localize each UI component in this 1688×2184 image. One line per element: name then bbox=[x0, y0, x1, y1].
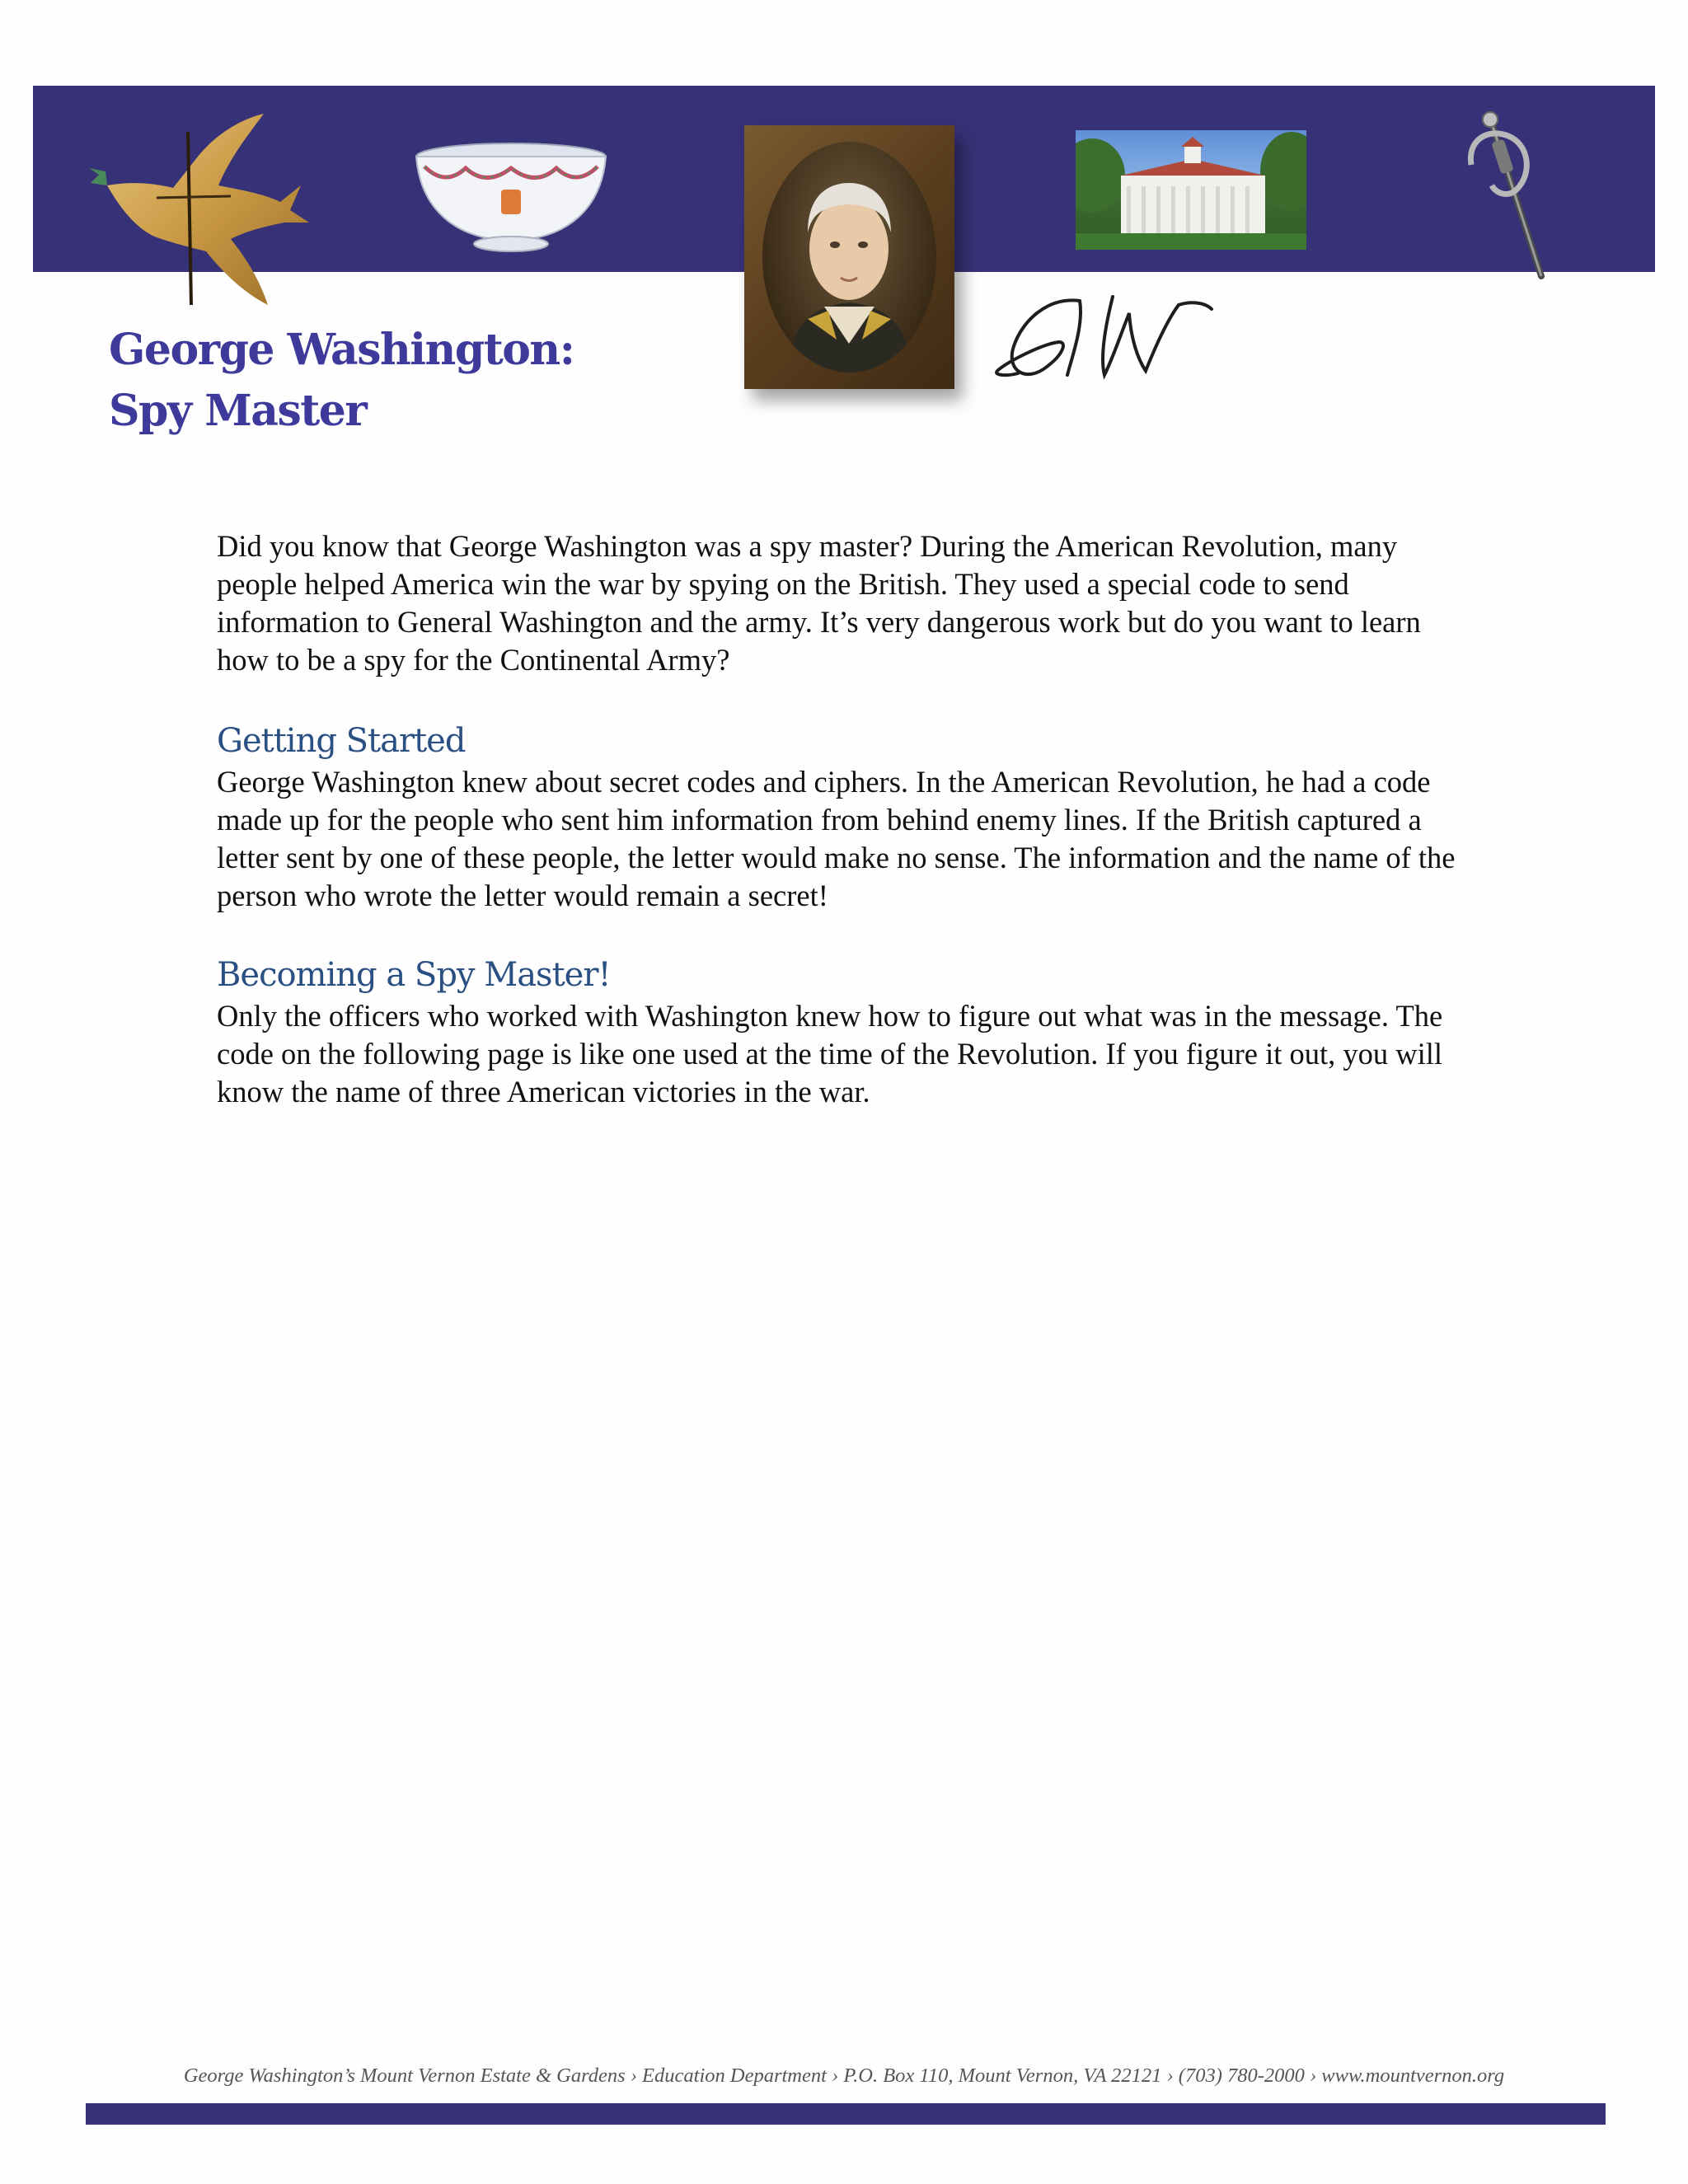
gw-signature-image bbox=[989, 284, 1220, 391]
mount-vernon-mansion-image bbox=[1076, 130, 1306, 250]
section-paragraph-getting-started: George Washington knew about secret codes and ciphers. In the American Revolution, he had a code made up for the people who sent him information from behind enemy lines. If the British captured a letter sent by one of these people, the letter would make no sense. The information and the name of the person who wrote the letter would remain a secret! bbox=[217, 765, 1456, 912]
porcelain-bowl-image bbox=[412, 142, 610, 257]
intro-paragraph: Did you know that George Washington was a spy master? During the American Revolution, many people helped America win the war by spying on the British. They used a special code to send information to General Washington and the army. It’s very dangerous work but do you want to learn how to be a spy for the Continental Army? bbox=[217, 529, 1421, 677]
page-title bbox=[109, 320, 574, 442]
title-line-1: George Washington: bbox=[109, 325, 574, 375]
weathervane-dove-image bbox=[74, 107, 321, 313]
footer-address: George Washington’s Mount Vernon Estate & Gardens › Education Department › P.O. Box 110, Mount Vernon, VA 22121 › (703) 780-2000 › www.mountvernon.org bbox=[183, 2064, 1505, 2087]
section-heading-becoming-spy-master: Becoming a Spy Master! bbox=[217, 956, 611, 994]
section-paragraph-becoming-spy-master: Only the officers who worked with Washington knew how to figure out what was in the message. The code on the following page is like one used at the time of the Revolution. If you figure it out, you will know the name of three American victories in the war. bbox=[217, 999, 1443, 1108]
section-heading-getting-started: Getting Started bbox=[217, 722, 466, 760]
washington-portrait-image bbox=[744, 125, 954, 389]
sword-image bbox=[1459, 107, 1558, 280]
footer-bar bbox=[86, 2103, 1606, 2125]
title-line-2: Spy Master bbox=[109, 386, 367, 436]
main-content bbox=[217, 527, 1478, 1111]
